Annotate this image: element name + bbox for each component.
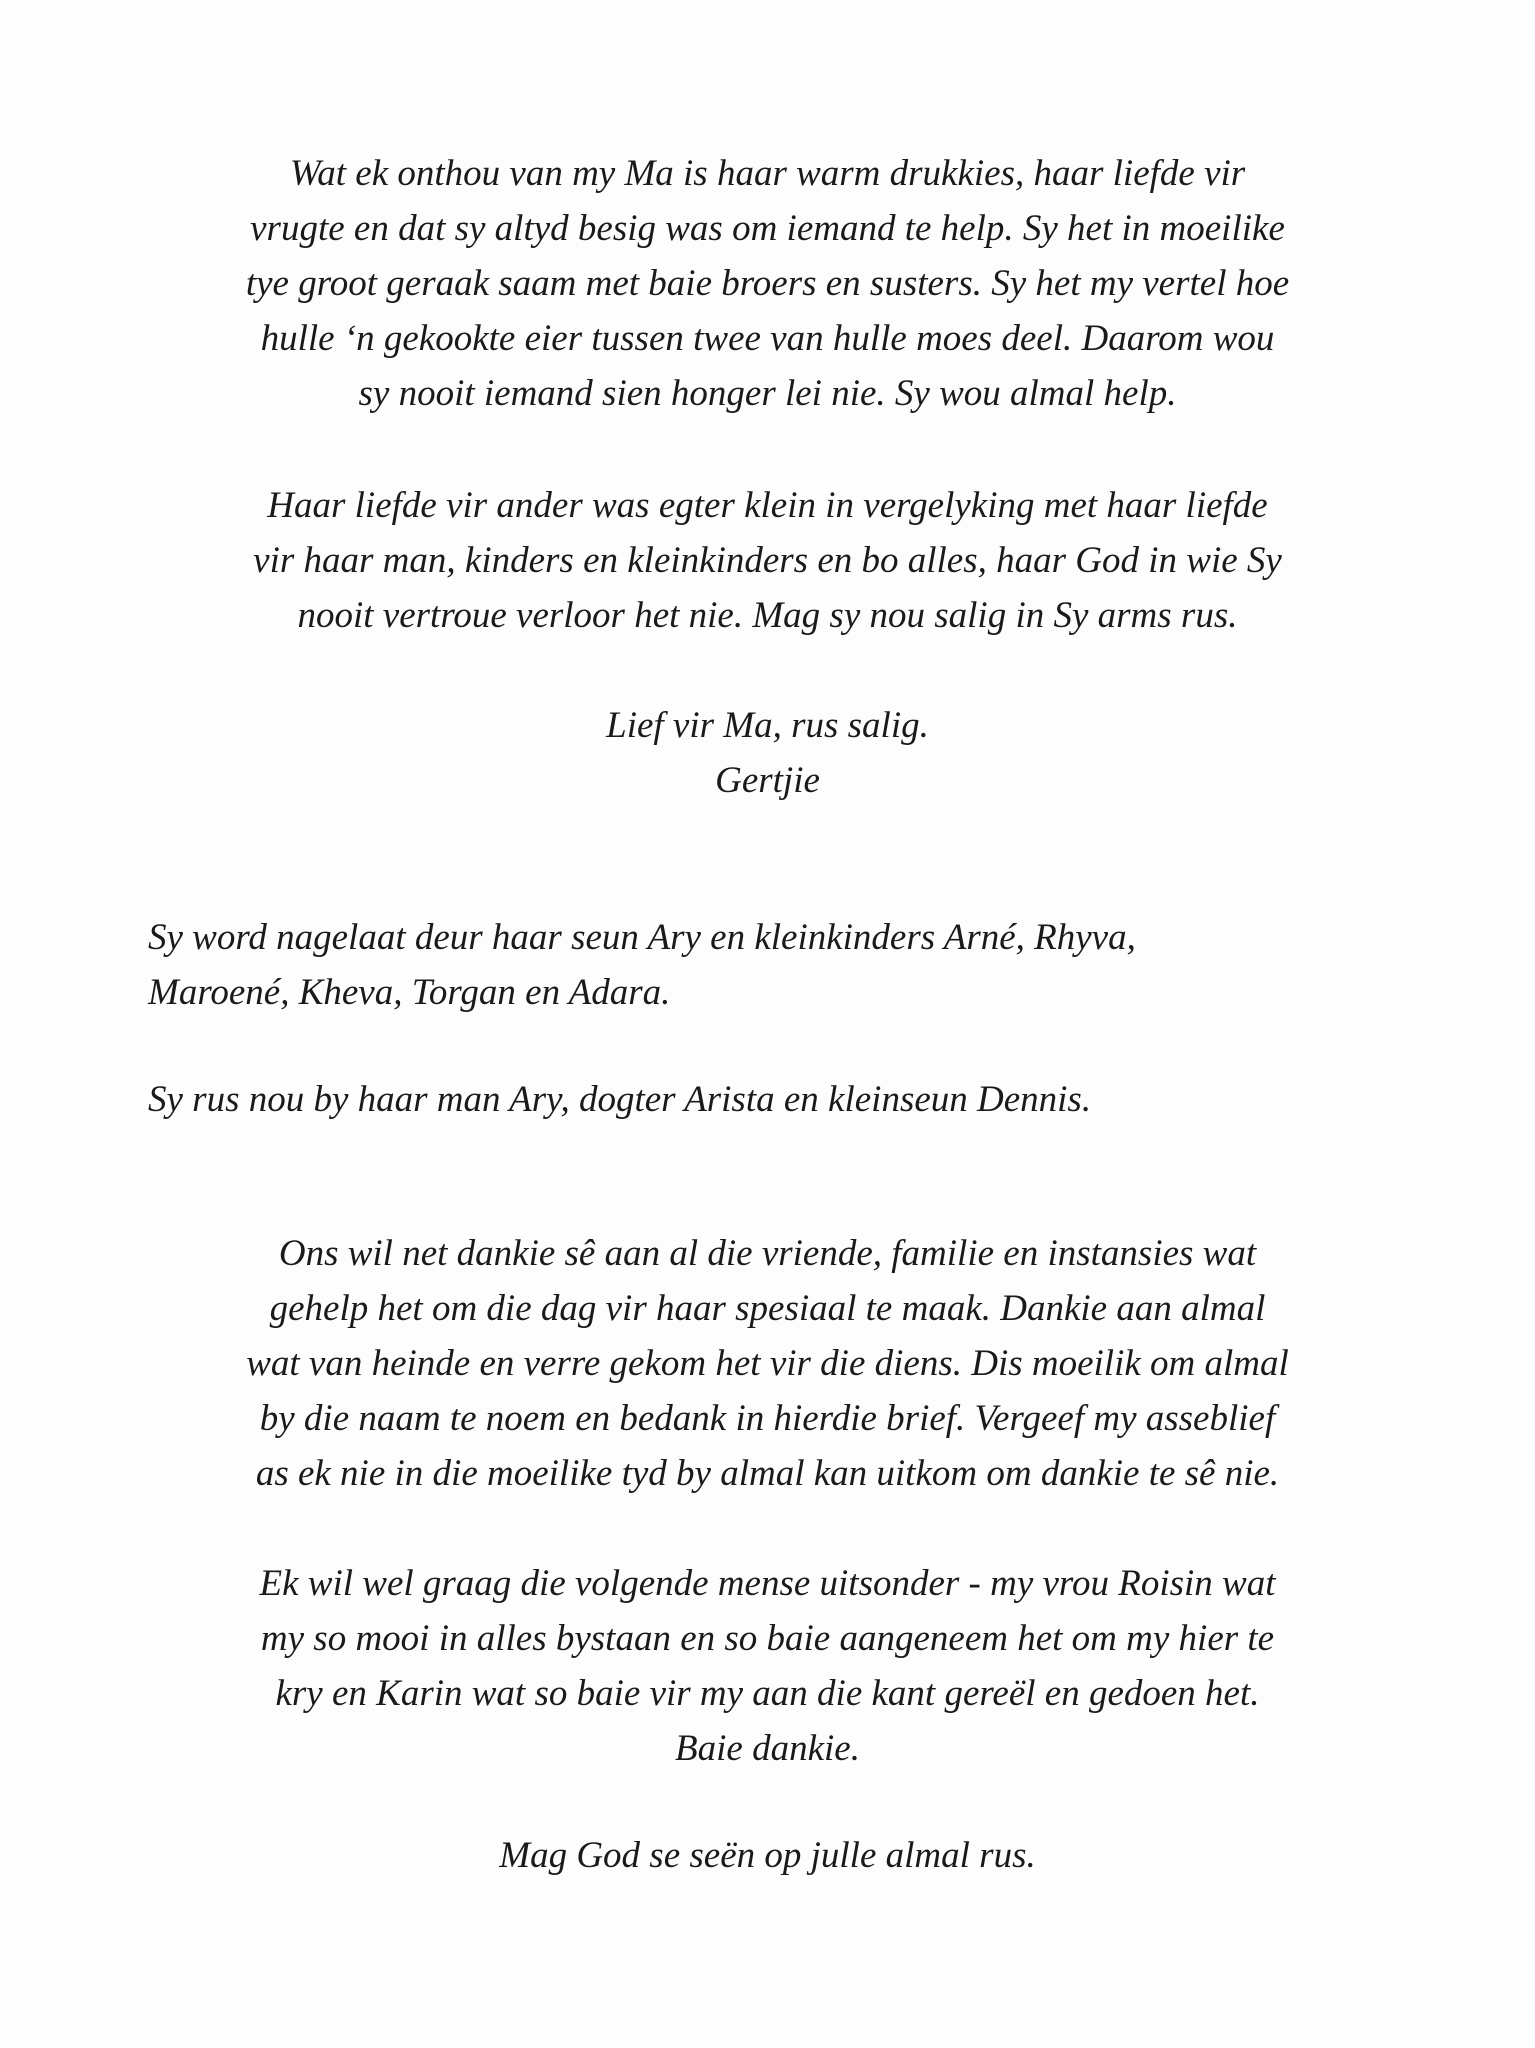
- love-paragraph: [140, 478, 1395, 643]
- text-line: Sy word nagelaat deur haar seun Ary en kleinkinders Arné, Rhyva,: [148, 917, 1136, 958]
- text-line: kry en Karin wat so baie vir my aan die kant gereël en gedoen het.: [275, 1673, 1260, 1714]
- text-line: Mag God se seën op julle almal rus.: [499, 1835, 1036, 1876]
- text-line: Ons wil net dankie sê aan al die vriende, familie en instansies wat: [278, 1233, 1257, 1274]
- signoff: [140, 698, 1395, 808]
- text-line: nooit vertroue verloor het nie. Mag sy nou salig in Sy arms rus.: [297, 595, 1238, 636]
- text-line: Baie dankie.: [675, 1728, 860, 1769]
- memory-paragraph: [140, 146, 1395, 421]
- blessing-line: [140, 1828, 1395, 1883]
- text-line: as ek nie in die moeilike tyd by almal kan uitkom om dankie te sê nie.: [255, 1453, 1280, 1494]
- text-line: hulle ‘n gekookte eier tussen twee van hulle moes deel. Daarom wou: [260, 318, 1275, 359]
- text-line: wat van heinde en verre gekom het vir die diens. Dis moeilik om almal: [246, 1343, 1289, 1384]
- text-line: gehelp het om die dag vir haar spesiaal te maak. Dankie aan almal: [269, 1288, 1266, 1329]
- resting-paragraph: [148, 1072, 1403, 1127]
- text-line: vrugte en dat sy altyd besig was om iemand te help. Sy het in moeilike: [250, 208, 1285, 249]
- text-line: Sy rus nou by haar man Ary, dogter Arista en kleinseun Dennis.: [148, 1079, 1092, 1120]
- text-line: Maroené, Kheva, Torgan en Adara.: [148, 972, 671, 1013]
- text-line: by die naam te noem en bedank in hierdie brief. Vergeef my asseblief: [259, 1398, 1276, 1439]
- text-line: sy nooit iemand sien honger lei nie. Sy wou almal help.: [358, 373, 1177, 414]
- thanks-paragraph: [140, 1226, 1395, 1501]
- signoff-name: Gertjie: [715, 760, 820, 801]
- text-line: Haar liefde vir ander was egter klein in vergelyking met haar liefde: [267, 485, 1268, 526]
- survivors-paragraph: [148, 910, 1403, 1020]
- signoff-line: Lief vir Ma, rus salig.: [606, 705, 929, 746]
- text-line: Wat ek onthou van my Ma is haar warm drukkies, haar liefde vir: [289, 153, 1246, 194]
- text-line: tye groot geraak saam met baie broers en susters. Sy het my vertel hoe: [245, 263, 1290, 304]
- text-line: vir haar man, kinders en kleinkinders en bo alles, haar God in wie Sy: [253, 540, 1282, 581]
- text-line: Ek wil wel graag die volgende mense uitsonder - my vrou Roisin wat: [259, 1563, 1276, 1604]
- special-thanks-paragraph: [140, 1556, 1395, 1776]
- text-line: my so mooi in alles bystaan en so baie aangeneem het om my hier te: [260, 1618, 1275, 1659]
